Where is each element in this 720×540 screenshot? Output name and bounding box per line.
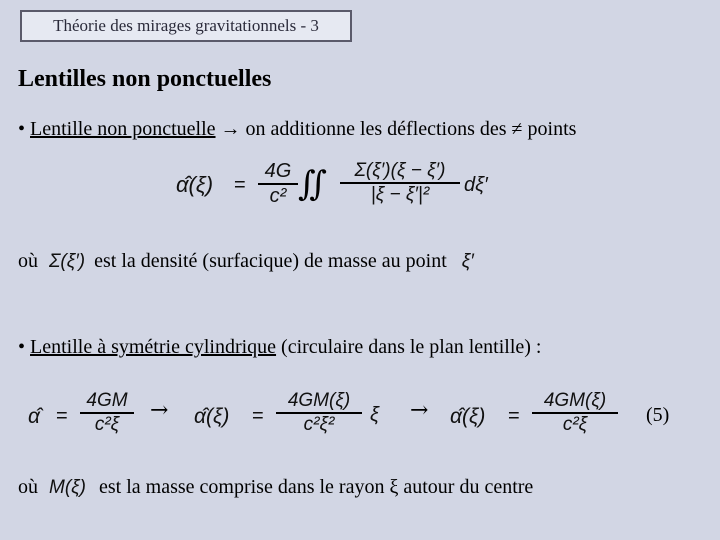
eq2-a-equals: = xyxy=(56,405,68,427)
eq2-c-den: c²ξ xyxy=(562,413,588,435)
bullet-2-text: (circulaire dans le plan lentille) : xyxy=(276,336,542,358)
eq1-lhs: α̂(ξ) xyxy=(176,172,214,197)
arrow-right-icon: → xyxy=(150,398,169,423)
definition-mass-text: est la masse comprise dans le rayon ξ autour du centre xyxy=(98,476,534,498)
bullet-marker: • xyxy=(18,336,26,358)
where-label: où xyxy=(18,476,38,498)
eq1-integrand-num: Σ(ξ′)(ξ − ξ′) xyxy=(354,160,446,181)
double-integral-icon: ∬ xyxy=(298,164,327,204)
point-symbol: ξ′ xyxy=(461,251,474,272)
section-title: Lentilles non ponctuelles xyxy=(18,66,272,92)
eq2-a-lhs: α̂ xyxy=(28,405,40,428)
bullet-1-heading: Lentille non ponctuelle xyxy=(30,118,216,140)
bullet-1 xyxy=(18,118,576,141)
bullet-marker: • xyxy=(18,118,26,140)
where-label: où xyxy=(18,250,38,272)
eq2-a-num: 4GM xyxy=(86,390,128,411)
eq2-b-equals: = xyxy=(252,405,264,427)
slide-header: Théorie des mirages gravitationnels - 3 xyxy=(20,10,352,42)
eq2-c-fraction xyxy=(532,390,618,436)
sigma-symbol: Σ(ξ′) xyxy=(49,251,86,272)
eq2-c-lhs: α̂(ξ) xyxy=(450,405,486,428)
eq2-b-den: c²ξ² xyxy=(303,413,335,435)
eq1-equals: = xyxy=(234,174,246,196)
definition-sigma-text: est la densité (surfacique) de masse au point xyxy=(94,250,447,272)
eq2-a-den: c²ξ xyxy=(94,413,120,435)
eq2-b-fraction xyxy=(276,390,362,436)
bullet-2 xyxy=(18,336,542,359)
eq1-integrand-den: |ξ − ξ′|² xyxy=(370,183,430,205)
eq2-b-lhs: α̂(ξ) xyxy=(194,405,230,428)
eq2-b-vector: ξ xyxy=(370,404,379,426)
definition-sigma xyxy=(18,250,474,273)
equation-number: (5) xyxy=(646,404,670,426)
eq2-b-num: 4GM(ξ) xyxy=(287,390,351,411)
eq1-differential: dξ′ xyxy=(464,174,488,196)
bullet-2-heading: Lentille à symétrie cylindrique xyxy=(30,336,277,358)
eq1-num: 4G xyxy=(264,160,292,182)
arrow-right-icon: → xyxy=(410,398,429,423)
definition-mass xyxy=(18,476,533,499)
mass-symbol: M(ξ) xyxy=(49,477,86,498)
eq2-c-num: 4GM(ξ) xyxy=(543,390,607,411)
eq1-fraction xyxy=(258,160,298,208)
eq2-a-fraction xyxy=(80,390,134,436)
eq1-den: c² xyxy=(269,184,287,207)
eq1-integrand xyxy=(340,160,460,206)
bullet-1-text: → on additionne les déflections des ≠ points xyxy=(215,118,577,140)
eq2-c-equals: = xyxy=(508,405,520,427)
